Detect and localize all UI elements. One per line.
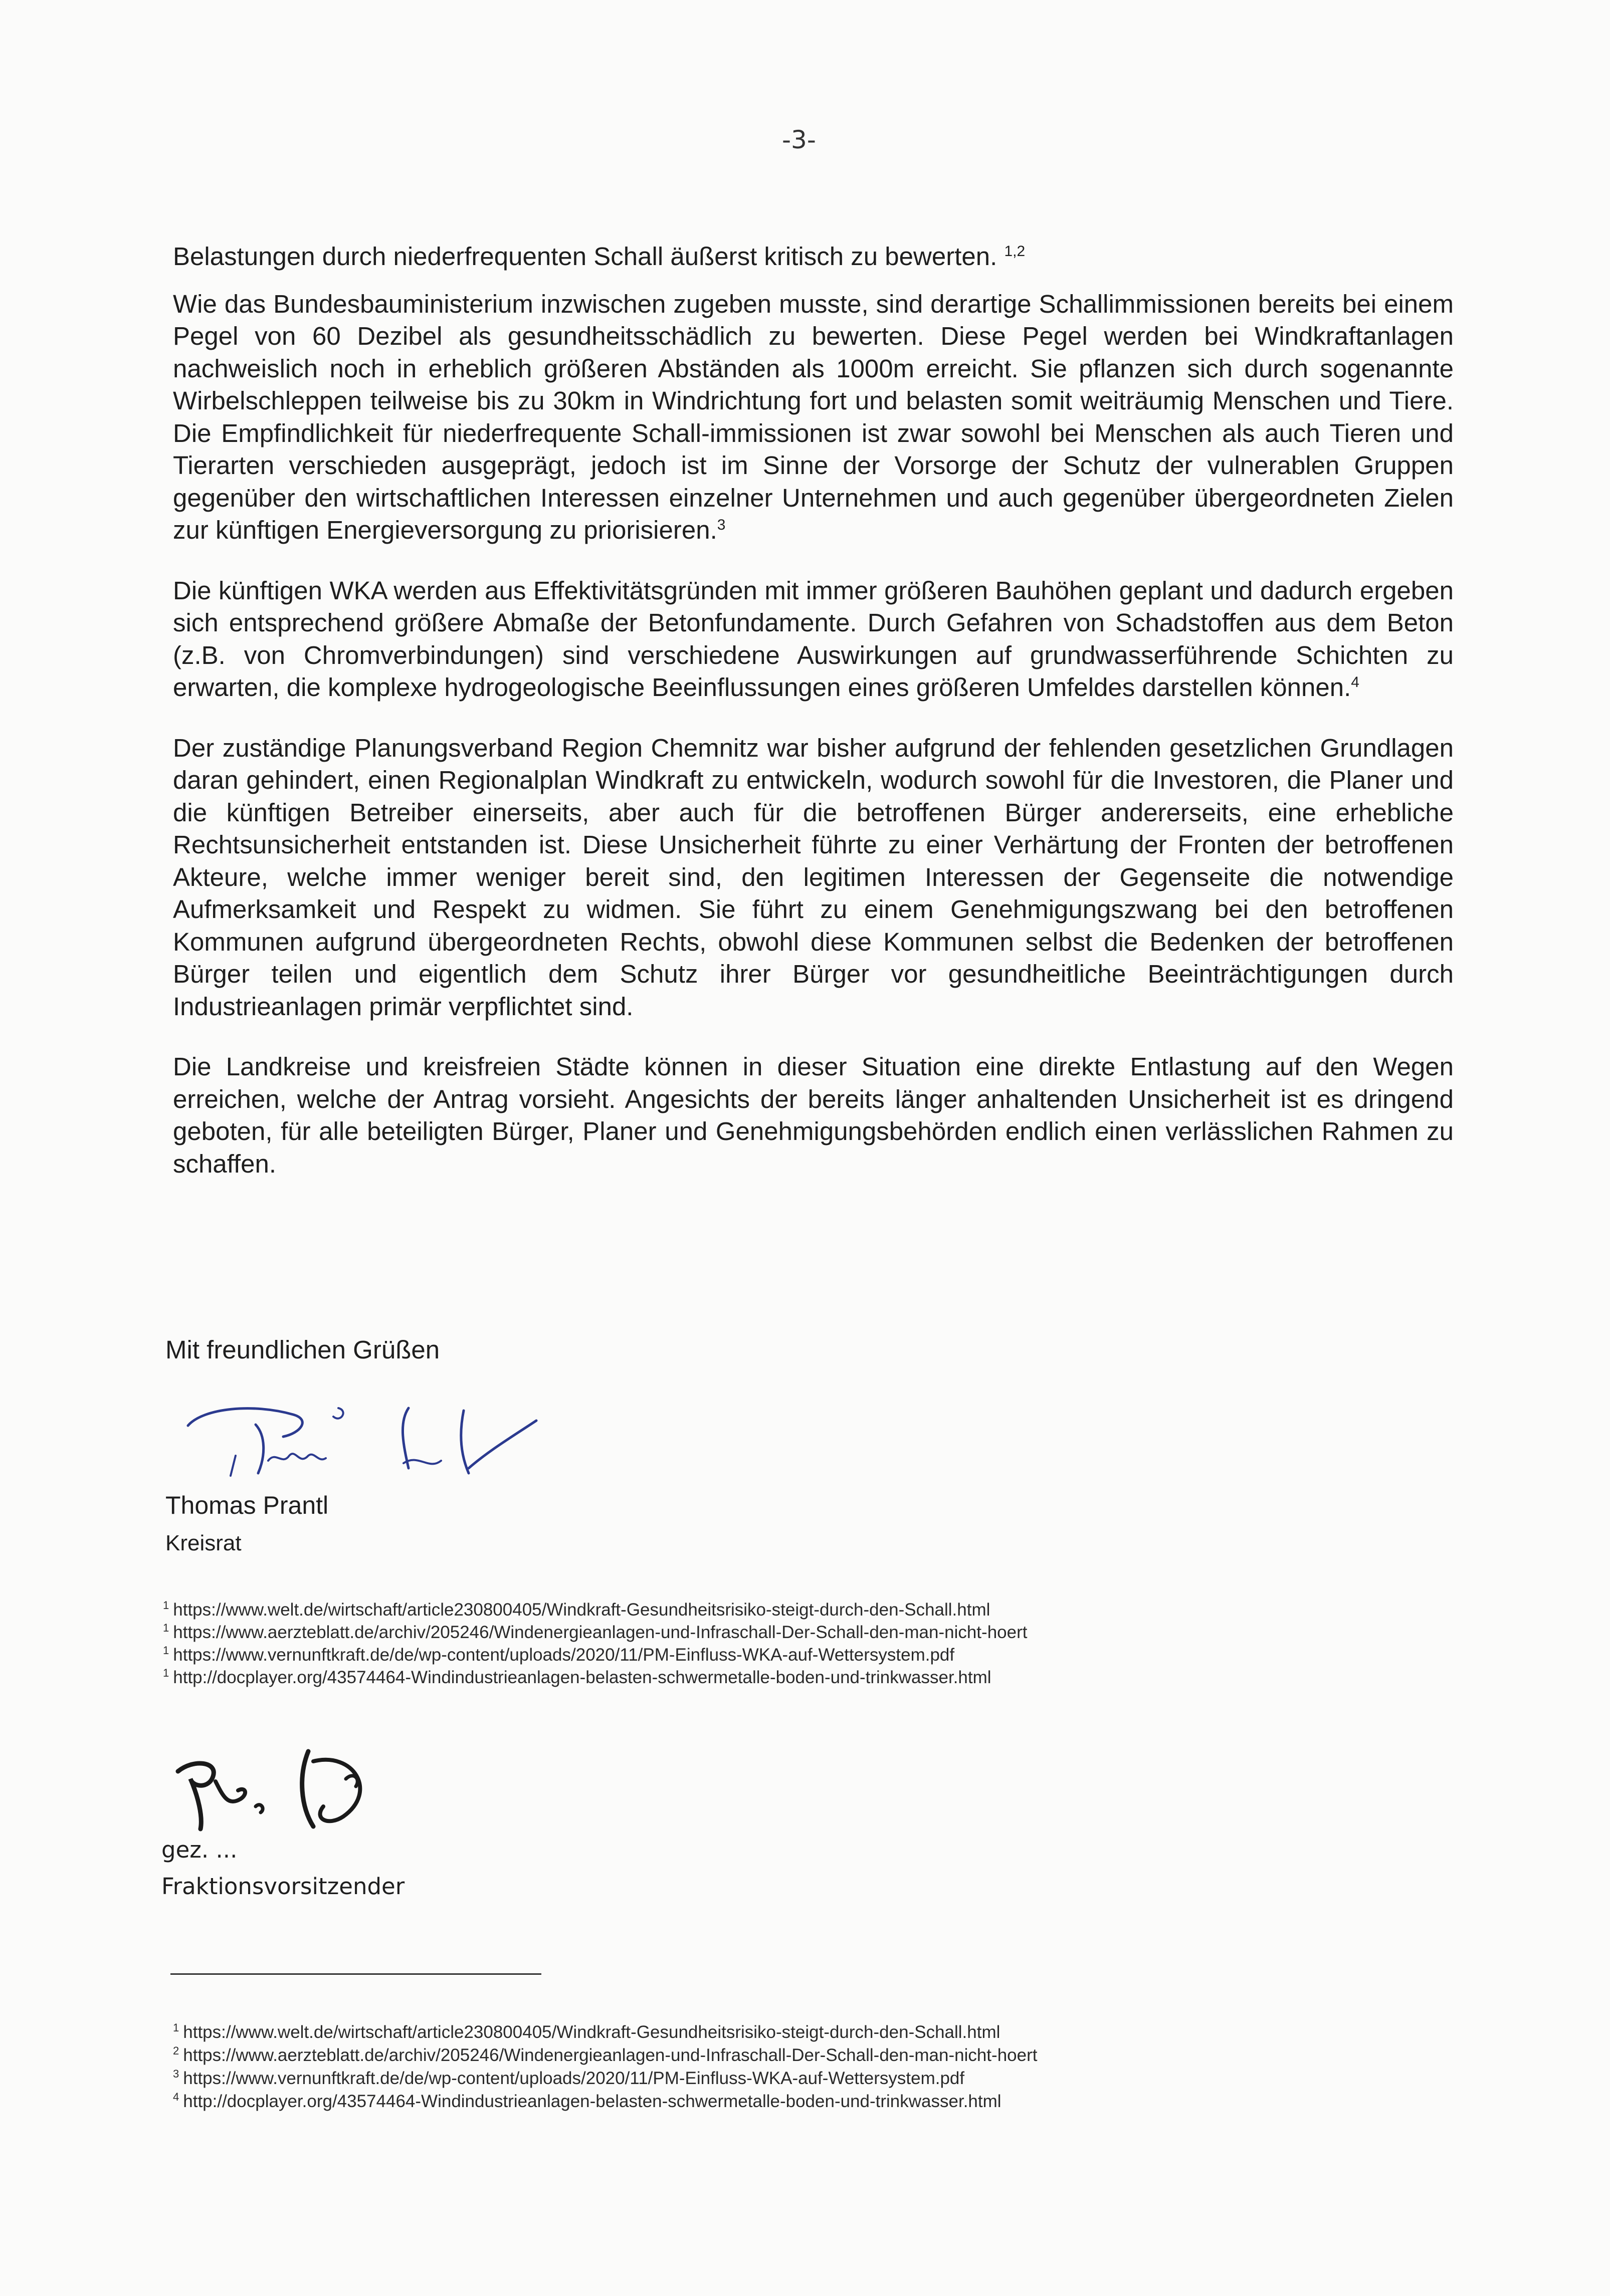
footnote-item xyxy=(163,1598,1027,1621)
signatory-role: Kreisrat xyxy=(165,1531,242,1555)
footnote-url: https://www.welt.de/wirtschaft/article230800405/Windkraft-Gesundheitsrisiko-steigt-durch-den-Schall.html xyxy=(183,2022,1000,2042)
signature-image xyxy=(168,1381,554,1486)
signatory-name: Thomas Prantl xyxy=(165,1491,329,1519)
paragraph-text: Wie das Bundesbauministerium inzwischen zugeben musste, sind derartige Schallimmissionen bereits bei einem Pegel von 60 Dezibel als gesundheitsschädlich zu bewerten. Diese Pegel werden bei Windkraftanlagen nachweislich noch in erheblich größeren Abständen als 1000m erreicht. Sie pflanzen sich durch sogenannte Wirbelschleppen teilweise bis zu 30km in Windrichtung fort und belasten somit weiträumig Menschen und Tiere. Die Empfindlichkeit für niederfrequente Schall-immissionen ist zwar sowohl bei Menschen als auch Tieren und Tierarten verschieden ausgeprägt, jedoch ist im Sinne der Vorsorge der Schutz der vulnerablen Gruppen gegenüber den wirtschaftlichen Interessen einzelner Unternehmen und auch gegenüber übergeordneten Zielen zur künftigen Energieversorgung zu priorisieren. xyxy=(173,289,1454,544)
second-sign-prefix: gez. ... xyxy=(161,1836,238,1863)
paragraph-1 xyxy=(173,241,1454,273)
footnote-item xyxy=(163,1621,1027,1644)
paragraph-text: Die künftigen WKA werden aus Effektivitätsgründen mit immer größeren Bauhöhen geplant und dadurch ergeben sich entsprechend größere Abmaße der Betonfundamente. Durch Gefahren von Schadstoffen aus dem Beton (z.B. von Chromverbindungen) sind verschiedene Auswirkungen auf grundwasserführende Schichten zu erwarten, die komplexe hydrogeologische Beeinflussungen eines größeren Umfeldes darstellen können. xyxy=(173,576,1454,702)
footnote-item xyxy=(173,2044,1037,2067)
paragraph-4 xyxy=(173,732,1454,1023)
footnote-mark: 1 xyxy=(163,1622,169,1635)
footnote-mark: 2 xyxy=(173,2044,179,2057)
footnote-list-second xyxy=(173,2021,1037,2113)
footnote-mark: 3 xyxy=(173,2068,179,2081)
footnote-ref: 1,2 xyxy=(1004,243,1026,260)
paragraph-text: Die Landkreise und kreisfreien Städte können in dieser Situation eine direkte Entlastung auf den Wegen erreichen, welche der Antrag vorsieht. Angesichts der bereits länger anhaltenden Unsicherheit ist es dringend geboten, für alle beteiligten Bürger, Planer und Genehmigungsbehörden endlich einen verlässlichen Rahmen zu schaffen. xyxy=(173,1052,1454,1178)
paragraph-3 xyxy=(173,575,1454,704)
footnote-url: http://docplayer.org/43574464-Windindustrieanlagen-belasten-schwermetalle-boden-und-trinkwasser.html xyxy=(173,1668,991,1687)
footnote-ref: 4 xyxy=(1351,674,1359,691)
paragraph-5 xyxy=(173,1051,1454,1180)
footnote-mark: 1 xyxy=(163,1599,169,1612)
footnote-mark: 1 xyxy=(163,1644,169,1657)
paragraph-text: Belastungen durch niederfrequenten Schall äußerst kritisch zu bewerten. xyxy=(173,242,1004,271)
footnote-item xyxy=(163,1644,1027,1666)
second-sign-role: Fraktionsvorsitzender xyxy=(161,1873,405,1900)
footnote-url: https://www.vernunftkraft.de/de/wp-content/uploads/2020/11/PM-Einfluss-WKA-auf-Wettersystem.pdf xyxy=(183,2069,965,2088)
footnote-item xyxy=(173,2090,1037,2113)
footnote-mark: 1 xyxy=(163,1667,169,1680)
footnote-ref: 3 xyxy=(717,517,726,533)
second-signature-image xyxy=(163,1731,414,1836)
paragraph-2 xyxy=(173,288,1454,547)
footnote-url: https://www.aerzteblatt.de/archiv/205246/Windenergieanlagen-und-Infraschall-Der-Schall-den-man-nicht-hoert xyxy=(173,1623,1028,1642)
footnote-url: https://www.aerzteblatt.de/archiv/205246/Windenergieanlagen-und-Infraschall-Der-Schall-den-man-nicht-hoert xyxy=(183,2045,1038,2065)
page-number: -3- xyxy=(782,125,816,154)
footnote-item xyxy=(173,2021,1037,2044)
footnote-separator xyxy=(170,1973,541,1975)
footnote-item xyxy=(163,1666,1027,1689)
footnote-url: https://www.welt.de/wirtschaft/article230800405/Windkraft-Gesundheitsrisiko-steigt-durch-den-Schall.html xyxy=(173,1600,990,1620)
footnote-list-first xyxy=(163,1598,1027,1689)
paragraph-text: Der zuständige Planungsverband Region Chemnitz war bisher aufgrund der fehlenden gesetzlichen Grundlagen daran gehindert, einen Regionalplan Windkraft zu entwickeln, wodurch sowohl für die Investoren, die Planer und die künftigen Betreiber einerseits, aber auch für die betroffenen Bürger andererseits, eine erhebliche Rechtsunsicherheit entstanden ist. Diese Unsicherheit führte zu einer Verhärtung der Fronten der betroffenen Akteure, welche immer weniger bereit sind, den legitimen Interessen der Gegenseite die notwendige Aufmerksamkeit und Respekt zu widmen. Sie führt zu einem Genehmigungszwang bei den betroffenen Kommunen aufgrund übergeordneten Rechts, obwohl diese Kommunen selbst die Bedenken der betroffenen Bürger teilen und eigentlich dem Schutz ihrer Bürger vor gesundheitliche Beeinträchtigungen durch Industrieanlagen primär verpflichtet sind. xyxy=(173,733,1454,1021)
letter-body xyxy=(173,241,1454,1208)
closing-salutation: Mit freundlichen Grüßen xyxy=(165,1335,440,1364)
footnote-url: http://docplayer.org/43574464-Windindustrieanlagen-belasten-schwermetalle-boden-und-trinkwasser.html xyxy=(183,2092,1001,2111)
footnote-item xyxy=(173,2067,1037,2090)
footnote-url: https://www.vernunftkraft.de/de/wp-content/uploads/2020/11/PM-Einfluss-WKA-auf-Wettersystem.pdf xyxy=(173,1645,955,1665)
footnote-mark: 1 xyxy=(173,2021,179,2034)
footnote-mark: 4 xyxy=(173,2091,179,2104)
